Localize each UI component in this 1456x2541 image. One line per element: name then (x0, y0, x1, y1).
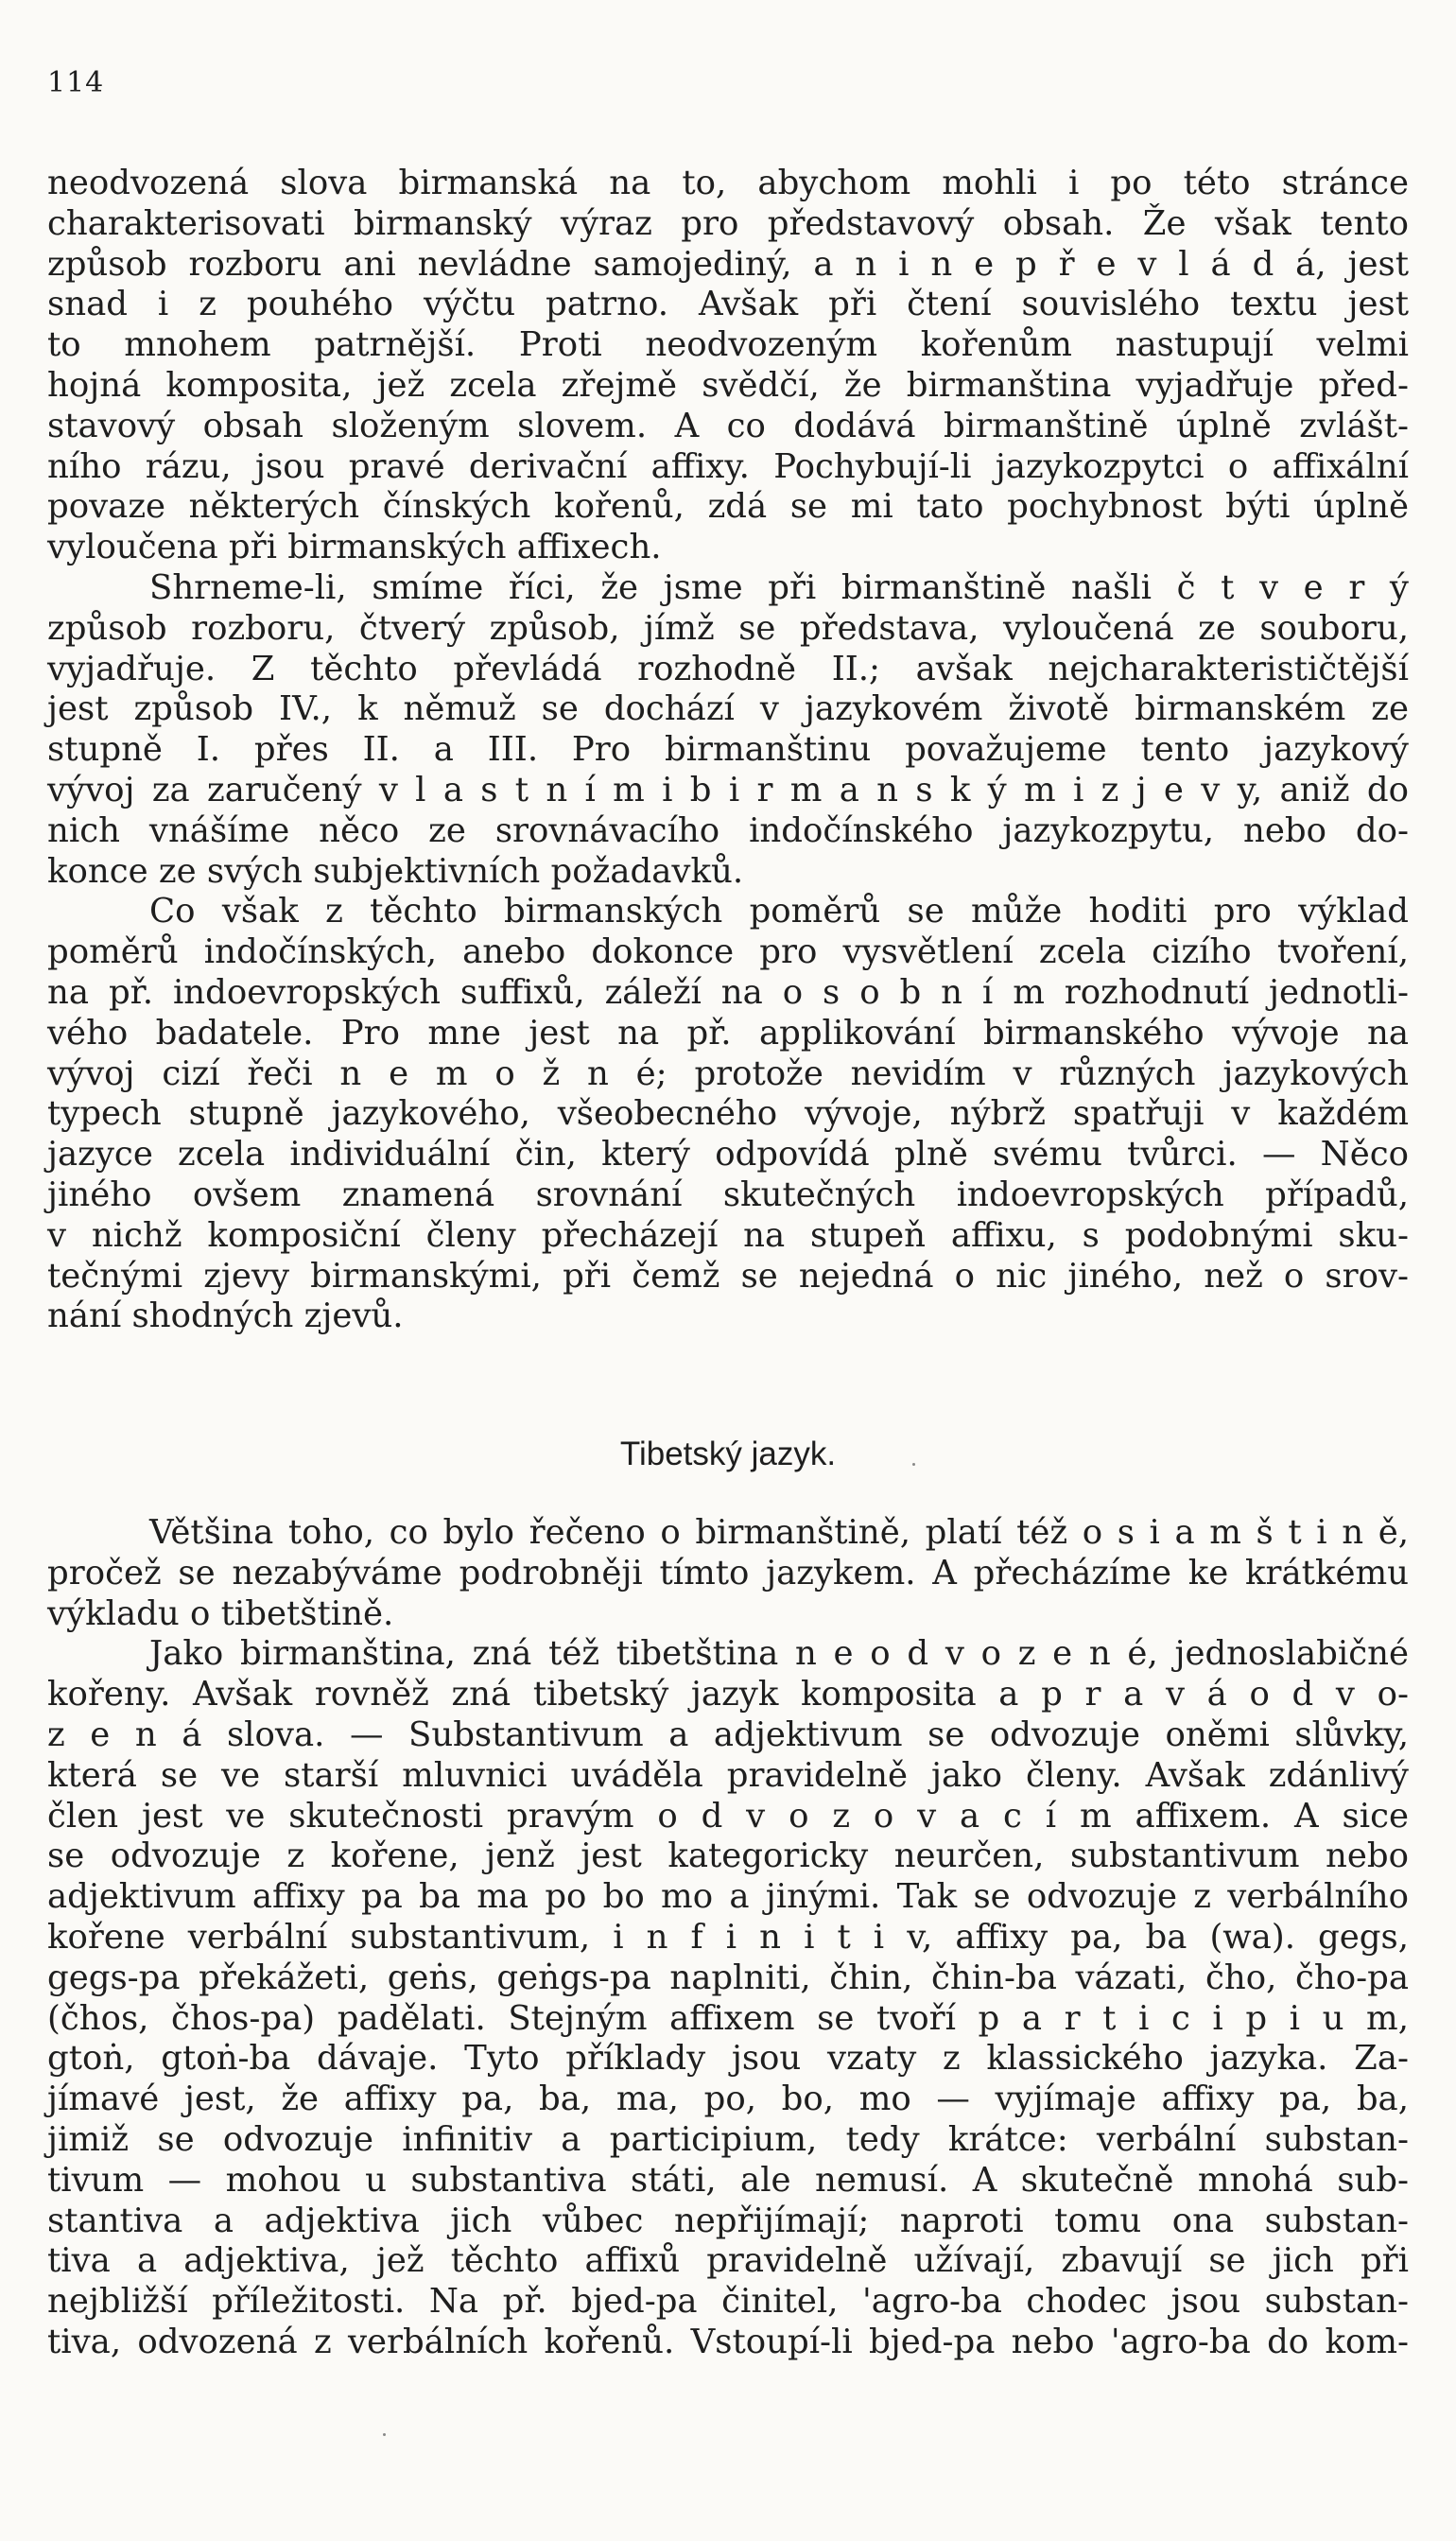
text-line: z e n á slova. — Substantivum a adjektivum se odvozuje oněmi slůvky, (47, 1714, 1409, 1754)
text-line: neodvozená slova birmanská na to, abychom mohli i po této stránce (47, 164, 1409, 202)
text-line: jest způsob IV., k němuž se dochází v jazykovém životě birmanském ze (47, 689, 1409, 729)
text-line: poměrů indočínských, anebo dokonce pro vysvětlení zcela cizího tvoření, (47, 932, 1409, 972)
body-text-section-1 (47, 164, 1409, 1337)
text-line: způsob rozboru, čtverý způsob, jímž se představa, vyloučená ze souboru, (47, 608, 1409, 648)
text-line: v nichž komposiční členy přecházejí na stupeň affixu, s podobnými sku- (47, 1215, 1409, 1255)
text-line: ního rázu, jsou pravé derivační affixy. Pochybují-li jazykozpytci o affixální (47, 446, 1409, 486)
text-line: snad i z pouhého výčtu patrno. Avšak při čtení souvislého textu jest (47, 285, 1409, 324)
text-line: na př. indoevropských suffixů, záleží na o s o b n í m rozhodnutí jednotli- (47, 972, 1409, 1012)
text-line: hojná komposita, jež zcela zřejmě svědčí, že birmanština vyjadřuje před- (47, 365, 1409, 405)
section-heading: Tibetský jazyk. (619, 1436, 837, 1472)
text-line: Shrneme-li, smíme říci, že jsme při birmanštině našli č t v e r ý (149, 567, 1409, 607)
text-line: to mnohem patrnější. Proti neodvozeným kořenům nastupují velmi (47, 325, 1409, 365)
text-line: typech stupně jazykového, všeobecného vývoje, nýbrž spatřuji v každém (47, 1094, 1409, 1134)
text-line: nání shodných zjevů. (47, 1297, 404, 1336)
text-line: gtoṅ, gtoṅ-ba dávaje. Tyto příklady jsou vzaty z klassického jazyka. Za- (47, 2039, 1409, 2079)
text-line: vyjadřuje. Z těchto převládá rozhodně II.; avšak nejcharakterističtější (47, 649, 1409, 688)
text-line: konce ze svých subjektivních požadavků. (47, 851, 744, 891)
text-line: která se ve starší mluvnici uváděla pravidelně jako členy. Avšak zdánlivý (47, 1755, 1409, 1795)
text-line: jiného ovšem znamená srovnání skutečných indoevropských případů, (47, 1175, 1409, 1214)
text-line: vého badatele. Pro mne jest na př. applikování birmanského vývoje na (47, 1013, 1409, 1053)
text-line: Co však z těchto birmanských poměrů se může hoditi pro výklad (149, 892, 1409, 931)
text-line: vývoj za zaručený v l a s t n í m i b i r m a n s k ý m i z j e v y, aniž do (47, 770, 1409, 809)
text-line: výkladu o tibetštině. (47, 1593, 394, 1633)
text-line: Jako birmanština, zná též tibetština n e o d v o z e n é, jednoslabičné (149, 1634, 1409, 1674)
text-line: člen jest ve skutečnosti pravým o d v o z o v a c í m affixem. A sice (47, 1796, 1409, 1836)
text-line: jímavé jest, že affixy pa, ba, ma, po, bo, mo — vyjímaje affixy pa, ba, (47, 2080, 1409, 2119)
text-line: (čhos, čhos-pa) padělati. Stejným affixem se tvoří p a r t i c i p i u m, (47, 1998, 1409, 2038)
text-line: způsob rozboru ani nevládne samojediný, a n i n e p ř e v l á d á, jest (47, 244, 1409, 284)
text-line: vyloučena při birmanských affixech. (47, 528, 662, 567)
text-line: Většina toho, co bylo řečeno o birmanštině, platí též o s i a m š t i n ě, (149, 1513, 1409, 1552)
page-number: 114 (47, 66, 105, 99)
text-line: stantiva a adjektiva jich vůbec nepřijímají; naproti tomu ona substan- (47, 2201, 1409, 2240)
body-text-section-2 (47, 1513, 1409, 2363)
text-line: stavový obsah složeným slovem. A co dodává birmanštině úplně zvlášt- (47, 406, 1409, 445)
text-line: nich vnášíme něco ze srovnávacího indočínského jazykozpytu, nebo do- (47, 810, 1409, 850)
text-line: charakterisovati birmanský výraz pro představový obsah. Že však tento (47, 203, 1409, 243)
print-speck (912, 1463, 915, 1466)
text-line: se odvozuje z kořene, jenž jest kategoricky neurčen, substantivum nebo (47, 1836, 1409, 1876)
text-line: tiva a adjektiva, jež těchto affixů pravidelně užívají, zbavují se jich při (47, 2241, 1409, 2281)
text-line: kořene verbální substantivum, i n f i n i t i v, affixy pa, ba (wa). gegs, (47, 1917, 1409, 1957)
text-line: adjektivum affixy pa ba ma po bo mo a jinými. Tak se odvozuje z verbálního (47, 1877, 1409, 1917)
text-line: kořeny. Avšak rovněž zná tibetský jazyk komposita a p r a v á o d v o- (47, 1675, 1409, 1714)
text-line: jazyce zcela individuální čin, který odpovídá plně svému tvůrci. — Něco (47, 1135, 1409, 1175)
text-line: gegs-pa překážeti, geṅs, geṅgs-pa naplniti, čhin, čhin-ba vázati, čho, čho-pa (47, 1958, 1409, 1997)
text-line: tiva, odvozená z verbálních kořenů. Vstoupí-li bjed-pa nebo 'agro-ba do kom- (47, 2322, 1409, 2361)
text-line: nejbližší příležitosti. Na př. bjed-pa činitel, 'agro-ba chodec jsou substan- (47, 2282, 1409, 2322)
text-line: povaze některých čínských kořenů, zdá se mi tato pochybnost býti úplně (47, 487, 1409, 527)
text-line: pročež se nezabýváme podrobněji tímto jazykem. A přecházíme ke krátkému (47, 1553, 1409, 1592)
print-speck (383, 2433, 386, 2436)
text-line: vývoj cizí řeči n e m o ž n é; protože nevidím v různých jazykových (47, 1053, 1409, 1093)
text-line: jimiž se odvozuje infinitiv a participium, tedy krátce: verbální substan- (47, 2119, 1409, 2159)
text-line: tivum — mohou u substantiva státi, ale nemusí. A skutečně mnohá sub- (47, 2160, 1409, 2200)
text-line: tečnými zjevy birmanskými, při čemž se nejedná o nic jiného, než o srov- (47, 1256, 1409, 1296)
text-line: stupně I. přes II. a III. Pro birmanštinu považujeme tento jazykový (47, 730, 1409, 770)
